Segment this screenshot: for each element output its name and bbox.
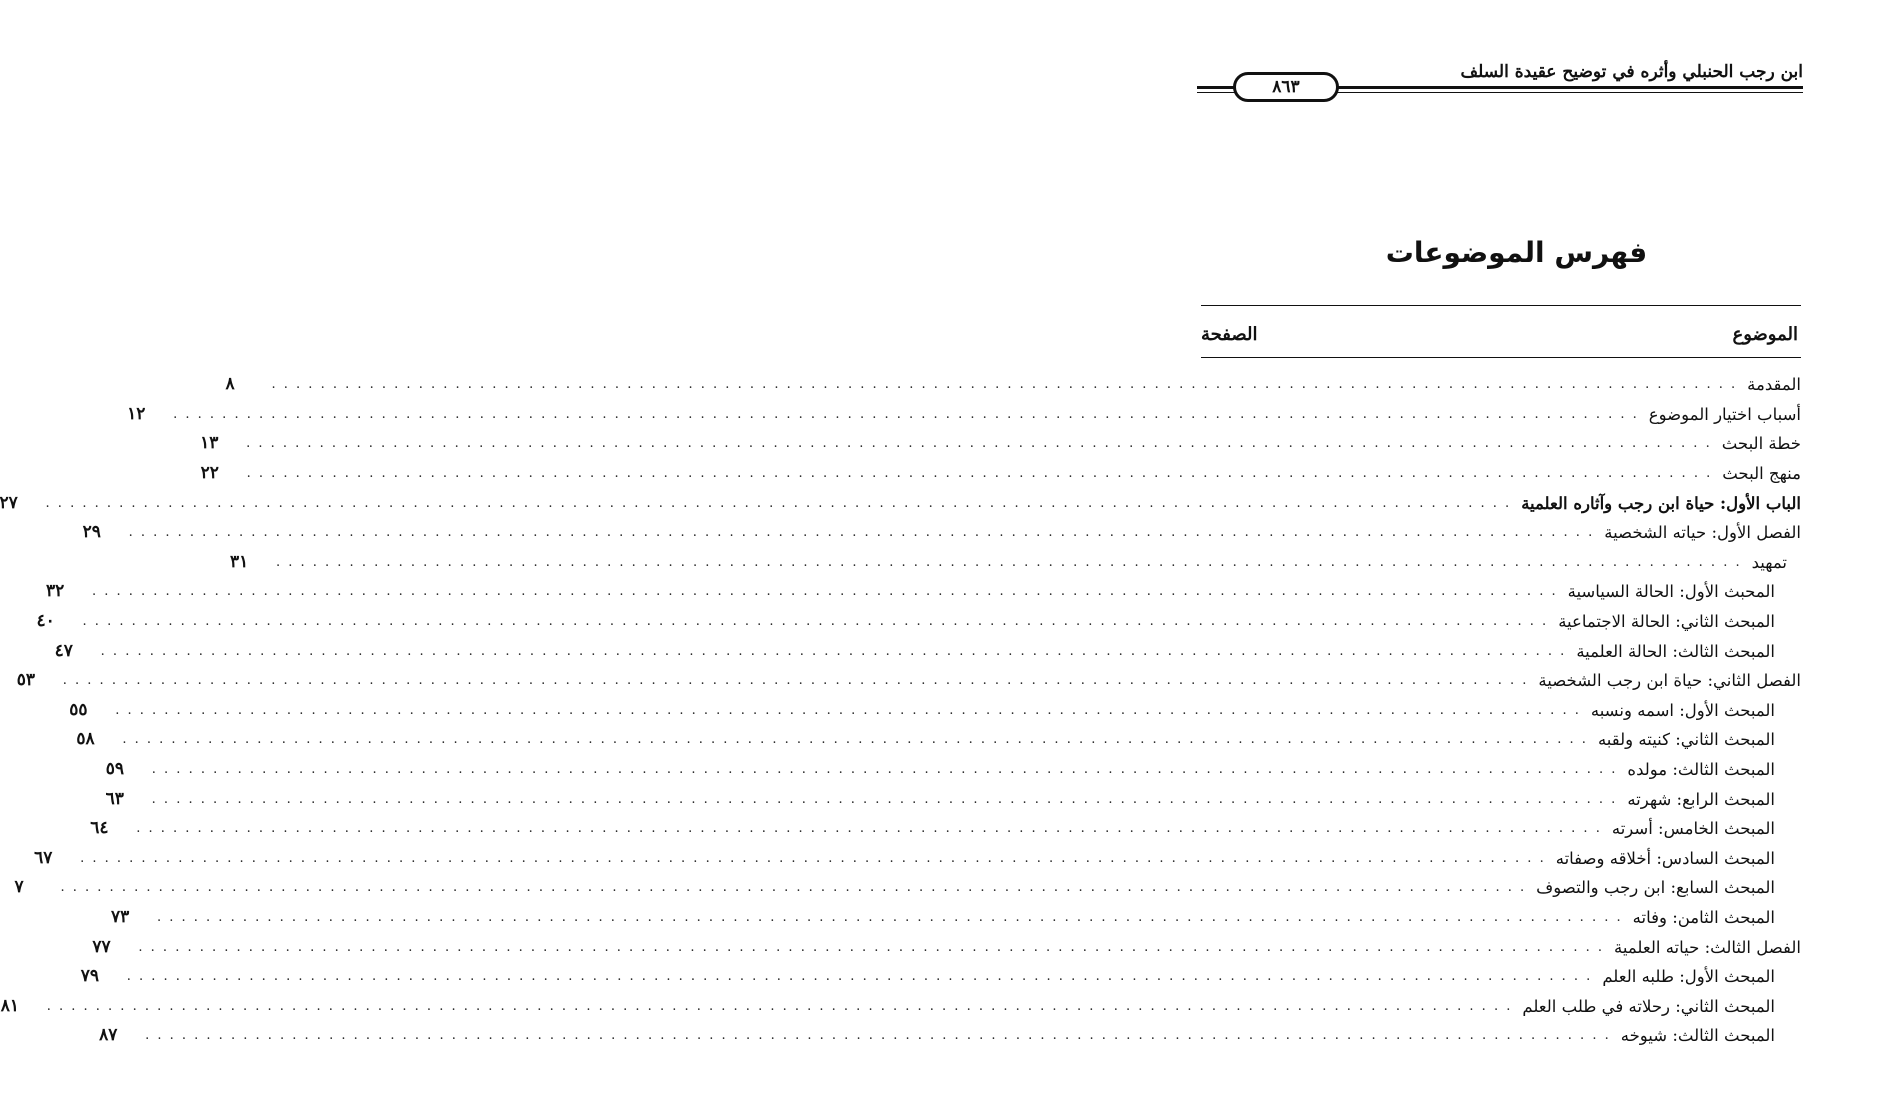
toc-page-number: ٨ bbox=[225, 374, 235, 395]
dot-leader: . . . . . . . . . . . . . . . . . . . . . . . . . . . . . . . . . . . . . . . . . . . . . . . . . . . . . . . . . . . . . . . . . . . . . . . . . . . . . . . . . . . . . . . . . . . . . . . . . . . . . . . . . . . . . . . . . . . . . . . . bbox=[136, 821, 1602, 837]
toc-page-number: ٥٥ bbox=[69, 699, 88, 720]
toc-page-number: ٣١ bbox=[229, 551, 249, 572]
toc-page-number: ٥٨ bbox=[76, 729, 95, 750]
toc-topic: المبحث الخامس: أسرته bbox=[1606, 814, 1801, 843]
dot-leader: . . . . . . . . . . . . . . . . . . . . . . . . . . . . . . . . . . . . . . . . . . . . . . . . . . . . . . . . . . . . . . . . . . . . . . . . . . . . . . . . . . . . . . . . . . . . . . . . . . . . . . . . . . . . . . . . . . . . . . . . bbox=[151, 762, 1618, 778]
dot-leader: . . . . . . . . . . . . . . . . . . . . . . . . . . . . . . . . . . . . . . . . . . . . . . . . . . . . . . . . . . . . . . . . . . . . . . . . . . . . . . . . . . . . . . . . . . . . . . . . . . . . . . . . . . . . . . . . . . . . . . . . bbox=[138, 939, 1605, 955]
toc-row bbox=[99, 1021, 1801, 1051]
toc-row bbox=[0, 488, 1801, 518]
header-rule-left-thick bbox=[1197, 86, 1233, 89]
toc-row bbox=[200, 429, 1801, 459]
dot-leader: . . . . . . . . . . . . . . . . . . . . . . . . . . . . . . . . . . . . . . . . . . . . . . . . . . . . . . . . . . . . . . . . . . . . . . . . . . . . . . . . . . . . . . . . . . . . . . . . . . . . . . . . . . . . . . . . . . . . . . . . bbox=[115, 702, 1581, 718]
toc-page-number: ٢٩ bbox=[82, 522, 101, 543]
toc-row bbox=[36, 607, 1801, 637]
toc-topic: خطة البحث bbox=[1716, 429, 1801, 458]
dot-leader: . . . . . . . . . . . . . . . . . . . . . . . . . . . . . . . . . . . . . . . . . . . . . . . . . . . . . . . . . . . . . . . . . . . . . . . . . . . . . . . . . . . . . . . . . . . . . . . . . . . . . . . . . . . . . . . . . . . . . . . . bbox=[246, 466, 1713, 482]
dot-leader: . . . . . . . . . . . . . . . . . . . . . . . . . . . . . . . . . . . . . . . . . . . . . . . . . . . . . . . . . . . . . . . . . . . . . . . . . . . . . . . . . . . . . . . . . . . . . . . . . . . . . . . . . . . . . . . . . . . . . . . . bbox=[246, 436, 1712, 452]
toc-page-number: ٣٢ bbox=[45, 581, 65, 602]
toc-row bbox=[82, 518, 1801, 548]
toc-page-number: ٨١ bbox=[0, 995, 19, 1016]
toc-row bbox=[45, 577, 1801, 607]
toc-row bbox=[225, 370, 1801, 400]
toc-topic: أسباب اختيار الموضوع bbox=[1643, 400, 1801, 429]
dot-leader: . . . . . . . . . . . . . . . . . . . . . . . . . . . . . . . . . . . . . . . . . . . . . . . . . . . . . . . . . . . . . . . . . . . . . . . . . . . . . . . . . . . . . . . . . . . . . . . . . . . . . . . . . . . . . . . . . . . . . . . . bbox=[156, 909, 1623, 925]
dot-leader: . . . . . . . . . . . . . . . . . . . . . . . . . . . . . . . . . . . . . . . . . . . . . . . . . . . . . . . . . . . . . . . . . . . . . . . . . . . . . . . . . . . . . . . . . . . . . . . . . . . . . . . . . . . . . . . . . . . . . . . . bbox=[60, 880, 1527, 896]
table-top-rule bbox=[1201, 305, 1801, 306]
toc-row bbox=[0, 991, 1801, 1021]
dot-leader: . . . . . . . . . . . . . . . . . . . . . . . . . . . . . . . . . . . . . . . . . . . . . . . . . . . . . . . . . . . . . . . . . . . . . . . . . . . . . . . . . . . . . . . . . . . . . . . . . . . . . . . . . . . . . . . . . . . . . . . . bbox=[82, 614, 1549, 630]
toc-row bbox=[110, 903, 1801, 933]
toc-page-number: ٧ bbox=[14, 877, 24, 898]
toc-row bbox=[92, 932, 1801, 962]
toc-row bbox=[34, 844, 1801, 874]
dot-leader: . . . . . . . . . . . . . . . . . . . . . . . . . . . . . . . . . . . . . . . . . . . . . . . . . . . . . . . . . . . . . . . . . . . . . . . . . . . . . . . . . . . . . . . . . . . . . . . . . . . . . . . . . . . . . . . . . . . . . . . . bbox=[80, 850, 1546, 866]
toc-page-number: ٥٩ bbox=[105, 759, 125, 780]
toc-row bbox=[16, 666, 1801, 696]
toc-topic: المبحث الثاني: كنيته ولقبه bbox=[1592, 725, 1801, 754]
toc-row bbox=[90, 814, 1801, 844]
toc-page-number: ٥٣ bbox=[16, 670, 36, 691]
toc-page-number: ٧٩ bbox=[80, 966, 99, 987]
toc-topic: المبحث الرابع: شهرته bbox=[1621, 785, 1801, 814]
dot-leader: . . . . . . . . . . . . . . . . . . . . . . . . . . . . . . . . . . . . . . . . . . . . . . . . . . . . . . . . . . . . . . . . . . . . . . . . . . . . . . . . . . . . . . . . . . . . . . . . . . . . . . . . . . . . . . . . . . . . . . . . bbox=[128, 525, 1595, 541]
toc-topic: تمهيد bbox=[1746, 548, 1801, 577]
toc-row bbox=[69, 696, 1801, 726]
toc-topic: منهج البحث bbox=[1716, 459, 1801, 488]
toc-topic: المبحث الثالث: الحالة العلمية bbox=[1570, 637, 1801, 666]
table-of-contents bbox=[0, 370, 1801, 1051]
toc-page-number: ٤٧ bbox=[54, 640, 73, 661]
dot-leader: . . . . . . . . . . . . . . . . . . . . . . . . . . . . . . . . . . . . . . . . . . . . . . . . . . . . . . . . . . . . . . . . . . . . . . . . . . . . . . . . . . . . . . . . . . . . . . . . . . . . . . . . . . . . . . . . . . . . . . . . bbox=[45, 495, 1512, 511]
page-title: فهرس الموضوعات bbox=[1385, 236, 1648, 269]
toc-topic: المبحث الثامن: وفاته bbox=[1627, 903, 1801, 932]
toc-row bbox=[229, 548, 1801, 578]
toc-topic: المبحث الثاني: رحلاته في طلب العلم bbox=[1516, 992, 1801, 1021]
toc-page-number: ٦٧ bbox=[34, 847, 53, 868]
toc-topic: المبحث الثالث: شيوخه bbox=[1615, 1021, 1801, 1050]
page-header bbox=[1197, 58, 1803, 106]
toc-topic: المبحث الثالث: مولده bbox=[1621, 755, 1801, 784]
dot-leader: . . . . . . . . . . . . . . . . . . . . . . . . . . . . . . . . . . . . . . . . . . . . . . . . . . . . . . . . . . . . . . . . . . . . . . . . . . . . . . . . . . . . . . . . . . . . . . . . . . . . . . . . . . . . . . . . . . . . . . . . bbox=[151, 791, 1618, 807]
toc-page-number: ٧٣ bbox=[110, 906, 130, 927]
toc-page-number: ٢٧ bbox=[0, 492, 18, 513]
toc-topic: المبحث الأول: اسمه ونسبه bbox=[1585, 696, 1801, 725]
toc-page-number: ٨٧ bbox=[99, 1025, 118, 1046]
dot-leader: . . . . . . . . . . . . . . . . . . . . . . . . . . . . . . . . . . . . . . . . . . . . . . . . . . . . . . . . . . . . . . . . . . . . . . . . . . . . . . . . . . . . . . . . . . . . . . . . . . . . . . . . . . . . . . . . . . . . . . . . bbox=[173, 406, 1639, 422]
dot-leader: . . . . . . . . . . . . . . . . . . . . . . . . . . . . . . . . . . . . . . . . . . . . . . . . . . . . . . . . . . . . . . . . . . . . . . . . . . . . . . . . . . . . . . . . . . . . . . . . . . . . . . . . . . . . . . . . . . . . . . . . bbox=[100, 643, 1567, 659]
toc-topic: المبحث الثاني: الحالة الاجتماعية bbox=[1552, 607, 1801, 636]
toc-topic: الفصل الثاني: حياة ابن رجب الشخصية bbox=[1532, 666, 1801, 695]
dot-leader: . . . . . . . . . . . . . . . . . . . . . . . . . . . . . . . . . . . . . . . . . . . . . . . . . . . . . . . . . . . . . . . . . . . . . . . . . . . . . . . . . . . . . . . . . . . . . . . . . . . . . . . . . . . . . . . . . . . . . . . . bbox=[126, 969, 1593, 985]
dot-leader: . . . . . . . . . . . . . . . . . . . . . . . . . . . . . . . . . . . . . . . . . . . . . . . . . . . . . . . . . . . . . . . . . . . . . . . . . . . . . . . . . . . . . . . . . . . . . . . . . . . . . . . . . . . . . . . . . . . . . . . . bbox=[122, 732, 1588, 748]
table-header-rule bbox=[1201, 357, 1801, 358]
toc-topic: الفصل الثالث: حياته العلمية bbox=[1608, 933, 1801, 962]
dot-leader: . . . . . . . . . . . . . . . . . . . . . . . . . . . . . . . . . . . . . . . . . . . . . . . . . . . . . . . . . . . . . . . . . . . . . . . . . . . . . . . . . . . . . . . . . . . . . . . . . . . . . . . . . . . . . . . . . . . . . . . . bbox=[91, 584, 1558, 600]
toc-row bbox=[80, 962, 1801, 992]
dot-leader: . . . . . . . . . . . . . . . . . . . . . . . . . . . . . . . . . . . . . . . . . . . . . . . . . . . . . . . . . . . . . . . . . . . . . . . . . . . . . . . . . . . . . . . . . . . . . . . . . . . . . . . . . . . . . . . . . . . . . . . . bbox=[275, 554, 1742, 570]
toc-row bbox=[105, 755, 1801, 785]
toc-topic: المحبث الأول: الحالة السياسية bbox=[1562, 577, 1801, 606]
toc-page-number: ٧٧ bbox=[92, 936, 111, 957]
dot-leader: . . . . . . . . . . . . . . . . . . . . . . . . . . . . . . . . . . . . . . . . . . . . . . . . . . . . . . . . . . . . . . . . . . . . . . . . . . . . . . . . . . . . . . . . . . . . . . . . . . . . . . . . . . . . . . . . . . . . . . . . bbox=[62, 673, 1529, 689]
toc-row bbox=[105, 784, 1801, 814]
dot-leader: . . . . . . . . . . . . . . . . . . . . . . . . . . . . . . . . . . . . . . . . . . . . . . . . . . . . . . . . . . . . . . . . . . . . . . . . . . . . . . . . . . . . . . . . . . . . . . . . . . . . . . . . . . . . . . . . . . . . . . . . bbox=[46, 998, 1513, 1014]
toc-page-number: ٤٠ bbox=[36, 611, 55, 632]
page-number-badge: ٨٦٣ bbox=[1233, 72, 1339, 102]
toc-topic: الباب الأول: حياة ابن رجب وآثاره العلمية bbox=[1515, 489, 1801, 518]
running-title: ابن رجب الحنبلي وأثره في توضيح عقيدة السلف bbox=[1460, 62, 1803, 82]
toc-page-number: ١٢ bbox=[127, 403, 146, 424]
dot-leader: . . . . . . . . . . . . . . . . . . . . . . . . . . . . . . . . . . . . . . . . . . . . . . . . . . . . . . . . . . . . . . . . . . . . . . . . . . . . . . . . . . . . . . . . . . . . . . . . . . . . . . . . . . . . . . . . . . . . . . . . bbox=[145, 1028, 1611, 1044]
toc-topic: المبحث الأول: طلبه العلم bbox=[1596, 962, 1801, 991]
toc-row bbox=[14, 873, 1801, 903]
dot-leader: . . . . . . . . . . . . . . . . . . . . . . . . . . . . . . . . . . . . . . . . . . . . . . . . . . . . . . . . . . . . . . . . . . . . . . . . . . . . . . . . . . . . . . . . . . . . . . . . . . . . . . . . . . . . . . . . . . . . . . . . bbox=[271, 377, 1738, 393]
toc-topic: المقدمة bbox=[1741, 370, 1801, 399]
column-header-topic: الموضوع bbox=[1732, 324, 1798, 345]
toc-page-number: ١٣ bbox=[200, 433, 219, 454]
toc-row bbox=[76, 725, 1801, 755]
toc-row bbox=[54, 636, 1801, 666]
toc-topic: المبحث السادس: أخلاقه وصفاته bbox=[1550, 844, 1801, 873]
column-header-page: الصفحة bbox=[1201, 324, 1258, 345]
header-rule-left-thin bbox=[1197, 92, 1233, 93]
toc-row bbox=[127, 400, 1801, 430]
toc-page-number: ٦٣ bbox=[105, 788, 124, 809]
toc-topic: المبحث السابع: ابن رجب والتصوف bbox=[1530, 873, 1801, 902]
toc-topic: الفصل الأول: حياته الشخصية bbox=[1598, 518, 1801, 547]
toc-page-number: ٦٤ bbox=[90, 818, 109, 839]
toc-page-number: ٢٢ bbox=[200, 463, 219, 484]
toc-row bbox=[200, 459, 1801, 489]
